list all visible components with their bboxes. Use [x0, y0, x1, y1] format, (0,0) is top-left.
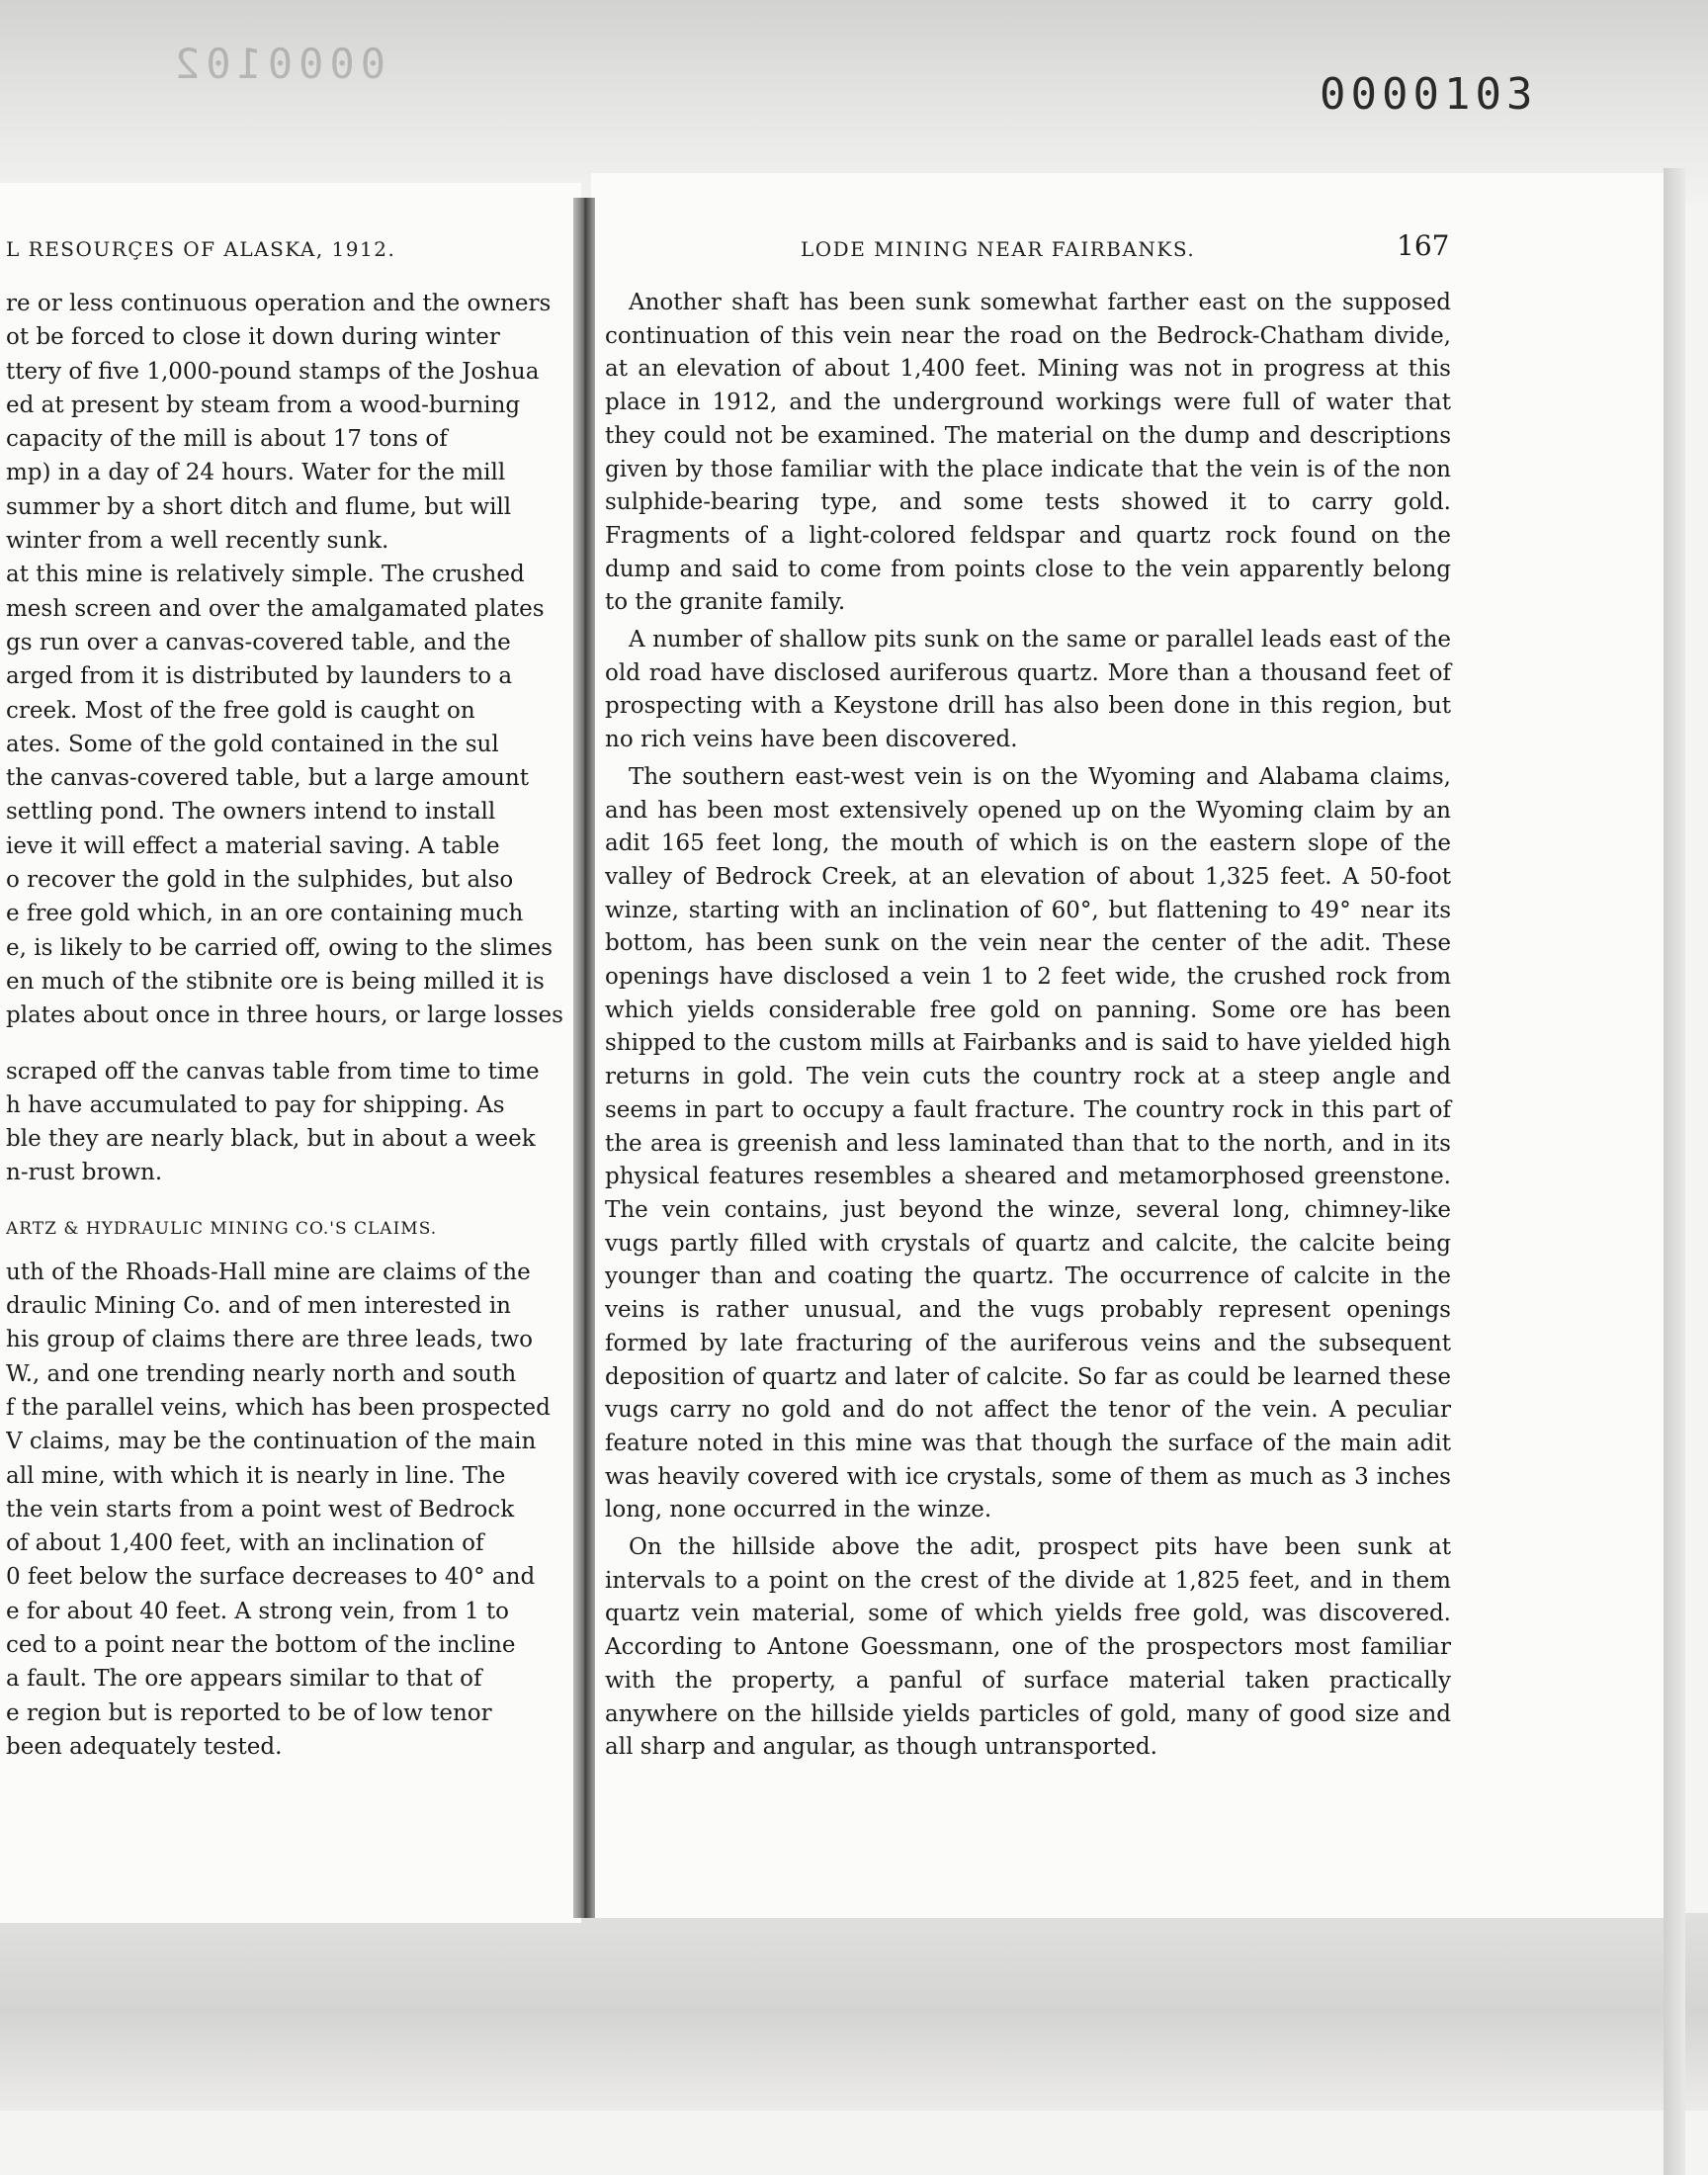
right-page-text [605, 287, 1451, 1765]
text-line: been adequately tested. [6, 1733, 283, 1760]
text-line: ot be forced to close it down during winter [6, 324, 500, 351]
text-line: ced to a point near the bottom of the incline [6, 1631, 516, 1658]
text-line: all mine, with which it is nearly in line. The [6, 1462, 506, 1489]
text-line: scraped off the canvas table from time to time [6, 1058, 540, 1085]
text-line: of about 1,400 feet, with an inclination of [6, 1530, 484, 1557]
scan-bottom-shadow [0, 1913, 1708, 2111]
text-line: o recover the gold in the sulphides, but also [6, 867, 514, 894]
paragraph: Another shaft has been sunk somewhat farther east on the supposed continuation of this vein near the road on the Bedrock-Chatham divide, at an elevation of about 1,400 feet. Mining was not in progress at this place in 1912, and the underground workings were full of water that they could not be examined. The material on the dump and descriptions given by those familiar with the place indicate that the vein is of the non sulphide-bearing type, and some tests showed it to carry gold. Fragments of a light-colored feldspar and quartz rock found on the dump and said to come from points close to the vein apparently belong to the granite family. [605, 290, 1451, 616]
text-line: e region but is reported to be of low tenor [6, 1699, 492, 1726]
text-line: capacity of the mill is about 17 tons of [6, 426, 448, 453]
text-line: en much of the stibnite ore is being milled it is [6, 968, 545, 995]
text-line: winter from a well recently sunk. [6, 528, 389, 555]
page-number: 167 [1397, 229, 1450, 262]
text-line: ed at present by steam from a wood-burning [6, 392, 521, 418]
text-line: uth of the Rhoads-Hall mine are claims of the [6, 1259, 531, 1285]
text-line: re or less continuous operation and the owners [6, 291, 552, 316]
book-gutter [573, 198, 595, 1918]
text-line: mp) in a day of 24 hours. Water for the mill [6, 460, 506, 486]
faint-stamp-number: 0000102 [168, 40, 385, 88]
paragraph: On the hillside above the adit, prospect pits have been sunk at intervals to a point on the crest of the divide at 1,825 feet, and in them quartz vein material, some of which yields free gold, was discovered. According to Antone Goessmann, one of the prospectors most familiar with the property, a panful of surface material taken practically anywhere on the hillside yields particles of gold, many of good size and all sharp and angular, as though untransported. [605, 1534, 1451, 1761]
text-line: creek. Most of the free gold is caught on [6, 697, 475, 724]
text-line: settling pond. The owners intend to install [6, 799, 496, 826]
text-line: the vein starts from a point west of Bedrock [6, 1496, 515, 1522]
text-line: 0 feet below the surface decreases to 40° and [6, 1564, 536, 1591]
left-running-head: L RESOURÇES OF ALASKA, 1912. [6, 237, 396, 261]
book-edge [1664, 168, 1685, 2175]
text-line: e free gold which, in an ore containing much [6, 901, 524, 927]
text-line: draulic Mining Co. and of men interested in [6, 1293, 511, 1320]
text-line: a fault. The ore appears similar to that of [6, 1666, 482, 1693]
text-line: ttery of five 1,000-pound stamps of the Joshua [6, 358, 540, 385]
text-line: his group of claims there are three leads, two [6, 1327, 533, 1353]
text-line: ble they are nearly black, but in about a week [6, 1126, 536, 1153]
text-line: plates about once in three hours, or large losses [6, 1002, 563, 1029]
paragraph: The southern east-west vein is on the Wyoming and Alabama claims, and has been most extensively opened up on the Wyoming claim by an adit 165 feet long, the mouth of which is on the eastern slope of the valley of Bedrock Creek, at an elevation of about 1,325 feet. A 50-foot winze, starting with an inclination of 60°, but flattening to 49° near its bottom, has been sunk on the vein near the center of the adit. These openings have disclosed a vein 1 to 2 feet wide, the crushed rock from which yields considerable free gold on panning. Some ore has been shipped to the custom mills at Fairbanks and is said to have yielded high returns in gold. The vein cuts the country rock at a steep angle and seems in part to occupy a fault fracture. The country rock in this part of the area is greenish and less laminated than that to the north, and in its physical features resembles a sheared and metamorphosed greenstone. The vein contains, just beyond the winze, several long, chimney-like vugs partly filled with crystals of quartz and calcite, the calcite being younger than and coating the quartz. The occurrence of calcite in the veins is rather unusual, and the vugs probably represent openings formed by late fracturing of the auriferous veins and the subsequent deposition of quartz and later of calcite. So far as could be learned these vugs carry no gold and do not affect the tenor of the vein. A peculiar feature noted in this mine was that though the surface of the main adit was heavily covered with ice crystals, some of them as much as 3 inches long, none occurred in the winze. [605, 763, 1451, 1523]
text-line: ieve it will effect a material saving. A table [6, 832, 500, 859]
right-running-head: LODE MINING NEAR FAIRBANKS. [801, 237, 1196, 261]
text-line: ates. Some of the gold contained in the sul [6, 731, 499, 757]
text-line: e for about 40 feet. A strong vein, from 1 to [6, 1598, 509, 1624]
text-line: W., and one trending nearly north and south [6, 1360, 517, 1387]
text-line: at this mine is relatively simple. The crushed [6, 562, 525, 588]
text-line: gs run over a canvas-covered table, and the [6, 629, 511, 655]
left-page-text [6, 287, 565, 1789]
text-line: mesh screen and over the amalgamated plates [6, 595, 545, 622]
paragraph: A number of shallow pits sunk on the same or parallel leads east of the old road have disclosed auriferous quartz. More than a thousand feet of prospecting with a Keystone drill has also been done in this region, but no rich veins have been discovered. [605, 627, 1451, 753]
text-line: n-rust brown. [6, 1160, 163, 1186]
text-line: e, is likely to be carried off, owing to the slimes [6, 934, 554, 961]
stamp-number: 0000103 [1320, 69, 1538, 120]
text-line: summer by a short ditch and flume, but will [6, 493, 512, 520]
text-line: V claims, may be the continuation of the main [6, 1429, 537, 1455]
section-subhead: ARTZ & HYDRAULIC MINING CO.'S CLAIMS. [6, 1218, 438, 1239]
text-line: f the parallel veins, which has been prospected [6, 1394, 551, 1421]
paragraph-gap [6, 1190, 565, 1212]
text-line: h have accumulated to pay for shipping. As [6, 1091, 505, 1118]
text-line: arged from it is distributed by launders to a [6, 663, 513, 690]
text-line: the canvas-covered table, but a large amount [6, 765, 529, 792]
paragraph-gap [6, 1033, 565, 1055]
